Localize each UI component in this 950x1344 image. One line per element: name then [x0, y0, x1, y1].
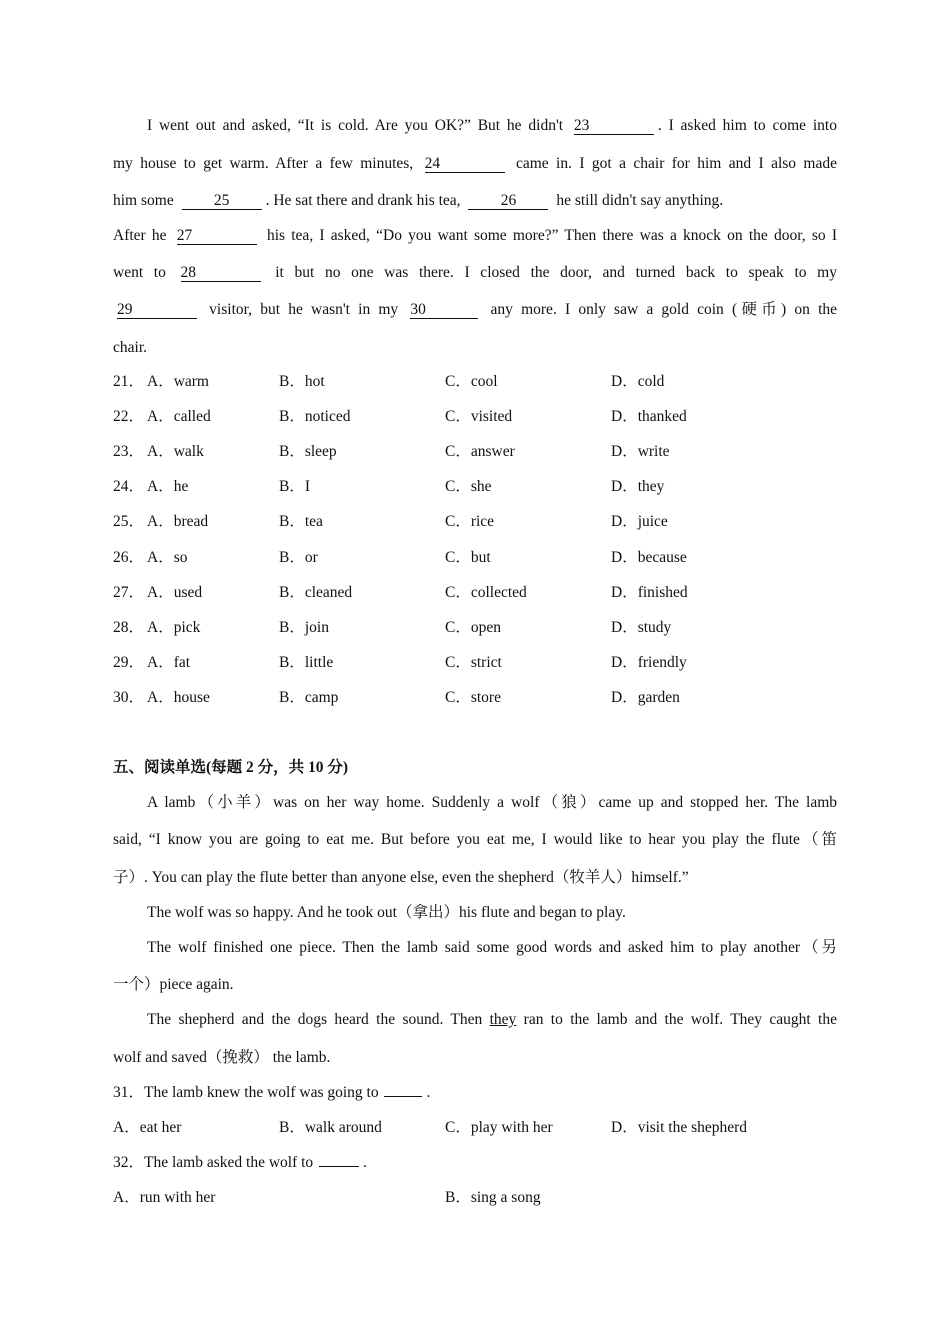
- option-b[interactable]: B．cleaned: [279, 583, 353, 601]
- option-b[interactable]: B．or: [279, 548, 318, 566]
- option-a[interactable]: A．fat: [147, 653, 191, 671]
- option-a[interactable]: A．so: [147, 548, 188, 566]
- option-c[interactable]: C．answer: [445, 443, 515, 461]
- text-run: visitor, but he wasn't in my: [201, 301, 407, 318]
- blank-24: 24: [425, 156, 505, 173]
- option-c[interactable]: C．cool: [445, 373, 498, 390]
- text-run: my house to get warm. After a few minutes,: [113, 155, 421, 172]
- reading-line: [113, 1048, 837, 1068]
- reading-line: [113, 868, 837, 888]
- text-run: The wolf was so happy. And he took out（拿出）his flute and began to play.: [147, 904, 626, 921]
- cloze-line: [113, 226, 837, 246]
- text-run: he still didn't say anything.: [552, 192, 724, 209]
- option-c[interactable]: C．open: [445, 618, 501, 636]
- option-d[interactable]: D．study: [611, 618, 672, 636]
- cloze-line: [113, 116, 837, 136]
- option-d[interactable]: D．juice: [611, 513, 668, 531]
- text-run: ran to the lamb and the wolf. They caught the: [516, 1011, 837, 1028]
- reading-line: [113, 793, 837, 813]
- answer-blank: [384, 1096, 422, 1097]
- option-a[interactable]: A．house: [147, 688, 210, 706]
- section-heading: 五、阅读单选(每题 2 分，共 10 分): [113, 759, 349, 776]
- question-number: 28．: [113, 618, 145, 636]
- option-d[interactable]: D．cold: [611, 373, 665, 390]
- text-run: I went out and asked, “It is cold. Are you OK?” But he didn't: [147, 117, 570, 134]
- question-31: 31．The lamb knew the wolf was going to .: [113, 1084, 431, 1101]
- option-a[interactable]: A．pick: [147, 618, 201, 636]
- blank-28: 28: [181, 265, 261, 282]
- text-run: his tea, I asked, “Do you want some more?” Then there was a knock on the door, so I: [260, 227, 837, 244]
- text-run: A lamb（小羊）was on her way home. Suddenly a wolf（狼）came up and stopped her. The lamb: [147, 794, 837, 811]
- option-c[interactable]: C．collected: [445, 583, 527, 601]
- text-run: him some: [113, 192, 178, 209]
- option-a[interactable]: A．walk: [147, 443, 204, 461]
- text-run: The wolf finished one piece. Then the lamb said some good words and asked him to play another（另: [147, 939, 837, 956]
- blank-29: 29: [117, 302, 197, 319]
- option-a[interactable]: A．run with her: [113, 1189, 216, 1206]
- text-run: . He sat there and drank his tea,: [265, 192, 465, 209]
- option-d[interactable]: D．garden: [611, 688, 680, 706]
- text-run: it but no one was there. I closed the door, and turned back to speak to my: [264, 264, 837, 281]
- text-run: chair.: [113, 339, 147, 356]
- text-run: The shepherd and the dogs heard the sound. Then: [147, 1011, 490, 1028]
- option-d[interactable]: D．visit the shepherd: [611, 1119, 748, 1136]
- question-number: 30．: [113, 688, 145, 706]
- answer-blank: [319, 1166, 359, 1167]
- cloze-line: [113, 338, 837, 358]
- option-c[interactable]: C．but: [445, 548, 491, 566]
- blank-27: 27: [177, 228, 257, 245]
- option-b[interactable]: B．tea: [279, 513, 323, 531]
- text-run: After he: [113, 227, 173, 244]
- option-a[interactable]: A．called: [147, 408, 211, 426]
- option-c[interactable]: C．store: [445, 688, 501, 706]
- option-b[interactable]: B．join: [279, 618, 329, 636]
- option-d[interactable]: D．because: [611, 548, 687, 566]
- question-number: 22．: [113, 408, 145, 426]
- option-c[interactable]: C．play with her: [445, 1119, 553, 1136]
- option-c[interactable]: C．visited: [445, 408, 513, 426]
- option-b[interactable]: B．hot: [279, 373, 325, 390]
- blank-25: 25: [182, 193, 262, 210]
- text-run: any more. I only saw a gold coin (硬币) on the: [482, 301, 837, 318]
- text-run: went to: [113, 264, 177, 281]
- cloze-line: [113, 154, 837, 174]
- cloze-line: [113, 191, 837, 211]
- question-stem: 31．The lamb knew the wolf was going to: [113, 1084, 383, 1101]
- question-number: 26．: [113, 548, 145, 566]
- reading-line: [113, 1010, 837, 1030]
- reading-line: [113, 938, 837, 958]
- option-c[interactable]: C．strict: [445, 653, 502, 671]
- option-c[interactable]: C．rice: [445, 513, 495, 531]
- text-run: 子）. You can play the flute better than anyone else, even the shepherd（牧羊人）himself.”: [113, 869, 689, 886]
- option-b[interactable]: B．sleep: [279, 443, 337, 461]
- option-a[interactable]: A．used: [147, 583, 203, 601]
- reading-line: [113, 975, 837, 995]
- option-c[interactable]: C．she: [445, 478, 492, 496]
- option-d[interactable]: D．thanked: [611, 408, 687, 426]
- option-d[interactable]: D．they: [611, 478, 665, 496]
- blank-23: 23: [574, 118, 654, 135]
- question-number: 25．: [113, 513, 145, 531]
- option-a[interactable]: A．eat her: [113, 1119, 182, 1136]
- text-run: wolf and saved（挽救） the lamb.: [113, 1049, 331, 1066]
- reading-line: [113, 830, 837, 850]
- question-32: 32．The lamb asked the wolf to .: [113, 1154, 367, 1171]
- option-b[interactable]: B．I: [279, 478, 311, 496]
- question-number: 29．: [113, 653, 145, 671]
- underlined-word: they: [489, 1011, 517, 1028]
- option-d[interactable]: D．friendly: [611, 653, 687, 671]
- text-run: . I asked him to come into: [657, 117, 837, 134]
- option-b[interactable]: B．little: [279, 653, 334, 671]
- blank-26: 26: [468, 193, 548, 210]
- option-d[interactable]: D．write: [611, 443, 670, 461]
- question-number: 24．: [113, 478, 145, 496]
- question-number: 21．: [113, 373, 145, 390]
- option-b[interactable]: B．camp: [279, 688, 339, 706]
- question-stem: 32．The lamb asked the wolf to: [113, 1154, 318, 1171]
- option-b[interactable]: B．walk around: [279, 1119, 382, 1136]
- option-b[interactable]: B．noticed: [279, 408, 351, 426]
- option-b[interactable]: B．sing a song: [445, 1189, 541, 1206]
- option-a[interactable]: A．warm: [147, 373, 209, 390]
- reading-line: [113, 903, 837, 923]
- blank-30: 30: [410, 302, 478, 319]
- text-run: said, “I know you are going to eat me. But before you eat me, I would like to hear you play the flute（笛: [113, 831, 837, 848]
- text-run: came in. I got a chair for him and I also made: [508, 155, 837, 172]
- option-a[interactable]: A．bread: [147, 513, 209, 531]
- question-number: 23．: [113, 443, 145, 461]
- option-a[interactable]: A．he: [147, 478, 189, 496]
- cloze-line: [113, 263, 837, 283]
- question-number: 27．: [113, 583, 145, 601]
- cloze-line: [113, 300, 837, 320]
- option-d[interactable]: D．finished: [611, 583, 688, 601]
- text-run: 一个）piece again.: [113, 976, 234, 993]
